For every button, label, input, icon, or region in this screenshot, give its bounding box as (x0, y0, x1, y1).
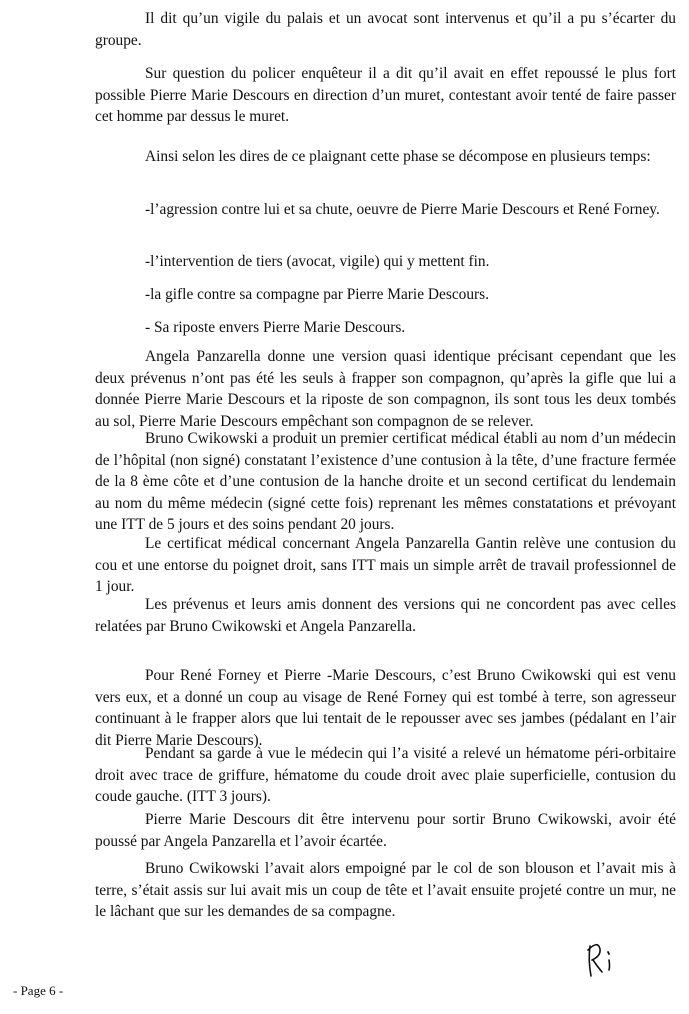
paragraph-descours-intervention: Pierre Marie Descours dit être intervenu pour sortir Bruno Cwikowski, avoir été poussé par Angela Panzarella et l’avoir écartée. (95, 811, 676, 850)
paragraph-certificat-panzarella: Le certificat médical concernant Angela Panzarella Gantin relève une contusion du cou et une entorse du poignet droit, sans ITT mais un simple arrêt de travail professionnel de 1 jour. (95, 535, 676, 595)
paragraph-empoigne: Bruno Cwikowski l’avait alors empoigné par le col de son blouson et l’avait mis à terre, s’était assis sur lui avait mis un coup de tête et l’avait ensuite projeté contre un mur, ne le lâchant que sur les demandes de sa compagne. (95, 860, 676, 920)
list-item-riposte: - Sa riposte envers Pierre Marie Descours. (145, 319, 406, 336)
list-item-gifle: -la gifle contre sa compagne par Pierre Marie Descours. (145, 286, 490, 303)
paragraph-forney-descours: Pour René Forney et Pierre -Marie Descours, c’est Bruno Cwikowski qui est venu vers eux, et a donné un coup au visage de René Forney qui est tombé à terre, son agresseur continuant à le frapper alors que lui tentait de le repousser avec ses jambes (pédalant en l’air dit Pierre Marie Descours). (95, 667, 676, 749)
paragraph-panzarella-version: Angela Panzarella donne une version quasi identique précisant cependant que les deux prévenus n’ont pas été les seuls à frapper son compagnon, qu’après la gifle que lui a donnée Pierre Marie Descours et la riposte de son compagnon, ils sont tous les deux tombés au sol, Pierre Marie Descours empêchant son compagnon de se relever. (95, 348, 676, 430)
paragraph-vigile: Il dit qu’un vigile du palais et un avocat sont intervenus et qu’il a pu s’écarter du groupe. (95, 10, 676, 49)
page-number: - Page 6 - (13, 983, 64, 998)
paragraph-phases-intro: Ainsi selon les dires de ce plaignant cette phase se décompose en plusieurs temps: (145, 148, 651, 165)
paragraph-garde-a-vue: Pendant sa garde à vue le médecin qui l’a visité a relevé un hématome péri-orbitaire droit avec trace de griffure, hématome du coude droit avec plaie superficielle, contusion du coude gauche. (ITT 3 jours). (95, 745, 676, 805)
paragraph-versions-prevenus: Les prévenus et leurs amis donnent des versions qui ne concordent pas avec celles relatées par Bruno Cwikowski et Angela Panzarella. (95, 596, 676, 635)
paragraph-certificat-cwikowski: Bruno Cwikowski a produit un premier certificat médical établi au nom d’un médecin de l’hôpital (non signé) constatant l’existence d’une contusion à la tête, d’une fracture fermée de la 8 ème côte et d’une contusion de la hanche droite et un second certificat du lendemain au nom du même médecin (signé cette fois) reprenant les mêmes constatations et prévoyant une ITT de 5 jours et des soins pendant 20 jours. (95, 430, 676, 533)
handwritten-initials-icon (582, 936, 622, 982)
list-item-agression: -l’agression contre lui et sa chute, oeuvre de Pierre Marie Descours et René Forney. (145, 201, 660, 218)
list-item-intervention: -l’intervention de tiers (avocat, vigile) qui y mettent fin. (145, 253, 490, 270)
paragraph-policer: Sur question du policer enquêteur il a dit qu’il avait en effet repoussé le plus fort possible Pierre Marie Descours en direction d’un muret, contestant avoir tenté de faire passer cet homme par dessus le muret. (95, 65, 676, 125)
